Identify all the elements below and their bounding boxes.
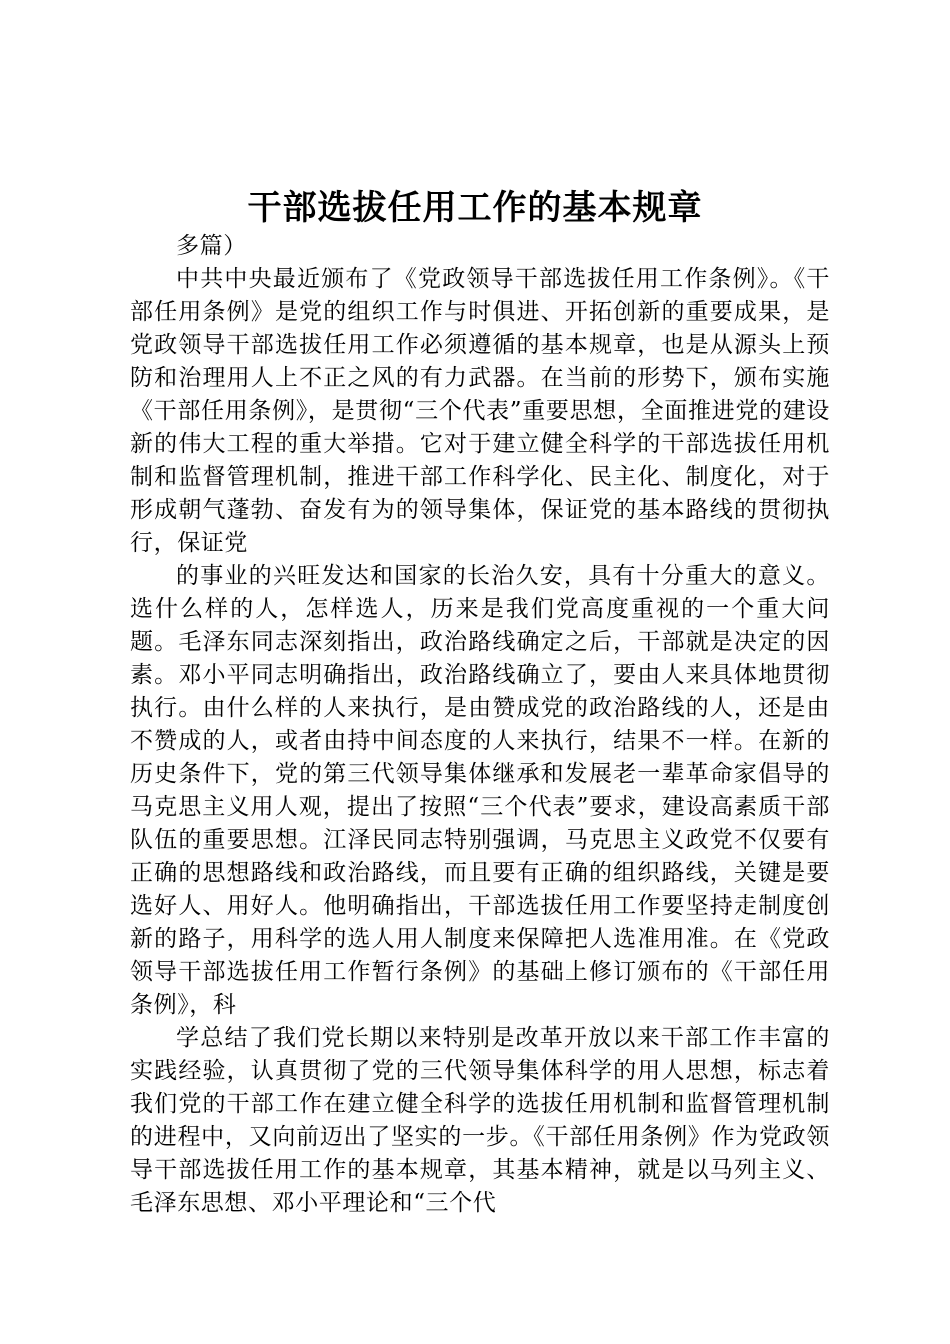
paragraph-3: 学总结了我们党长期以来特别是改革开放以来干部工作丰富的实践经验，认真贯彻了党的三代领导集体科学的用人思想，标志着我们党的干部工作在建立健全科学的选拔任用机制和监督管理机制的进程中，又向前迈出了坚实的一步。《干部任用条例》作为党政领导干部选拔任用工作的基本规章，其基本精神，就是以马列主义、毛泽东思想、邓小平理论和“三个代 [130,1025,830,1216]
document-body [130,230,830,1220]
paragraph-1: 中共中央最近颁布了《党政领导干部选拔任用工作条例》。《干部任用条例》是党的组织工作与时俱进、开拓创新的重要成果，是党政领导干部选拔任用工作必须遵循的基本规章，也是从源头上预防和治理用人上不正之风的有力武器。在当前的形势下，颁布实施《干部任用条例》，是贯彻“三个代表”重要思想，全面推进党的建设新的伟大工程的重大举措。它对于建立健全科学的干部选拔任用机制和监督管理机制，推进干部工作科学化、民主化、制度化，对于形成朝气蓬勃、奋发有为的领导集体，保证党的基本路线的贯彻执行，保证党 [130,266,830,556]
paragraph-subtitle-fragment: 多篇） [176,233,247,259]
paragraph-2: 的事业的兴旺发达和国家的长治久安，具有十分重大的意义。选什么样的人，怎样选人，历来是我们党高度重视的一个重大问题。毛泽东同志深刻指出，政治路线确定之后，干部就是决定的因素。邓小平同志明确指出，政治路线确立了，要由人来具体地贯彻执行。由什么样的人来执行，是由赞成党的政治路线的人，还是由不赞成的人，或者由持中间态度的人来执行，结果不一样。在新的历史条件下，党的第三代领导集体继承和发展老一辈革命家倡导的马克思主义用人观，提出了按照“三个代表”要求，建设高素质干部队伍的重要思想。江泽民同志特别强调，马克思主义政党不仅要有正确的思想路线和政治路线，而且要有正确的组织路线，关键是要选好人、用好人。他明确指出，干部选拔任用工作要坚持走制度创新的路子，用科学的选人用人制度来保障把人选准用准。在《党政领导干部选拔任用工作暂行条例》的基础上修订颁布的《干部任用条例》，科 [130,563,830,1018]
document-title: 干部选拔任用工作的基本规章 [247,188,703,228]
